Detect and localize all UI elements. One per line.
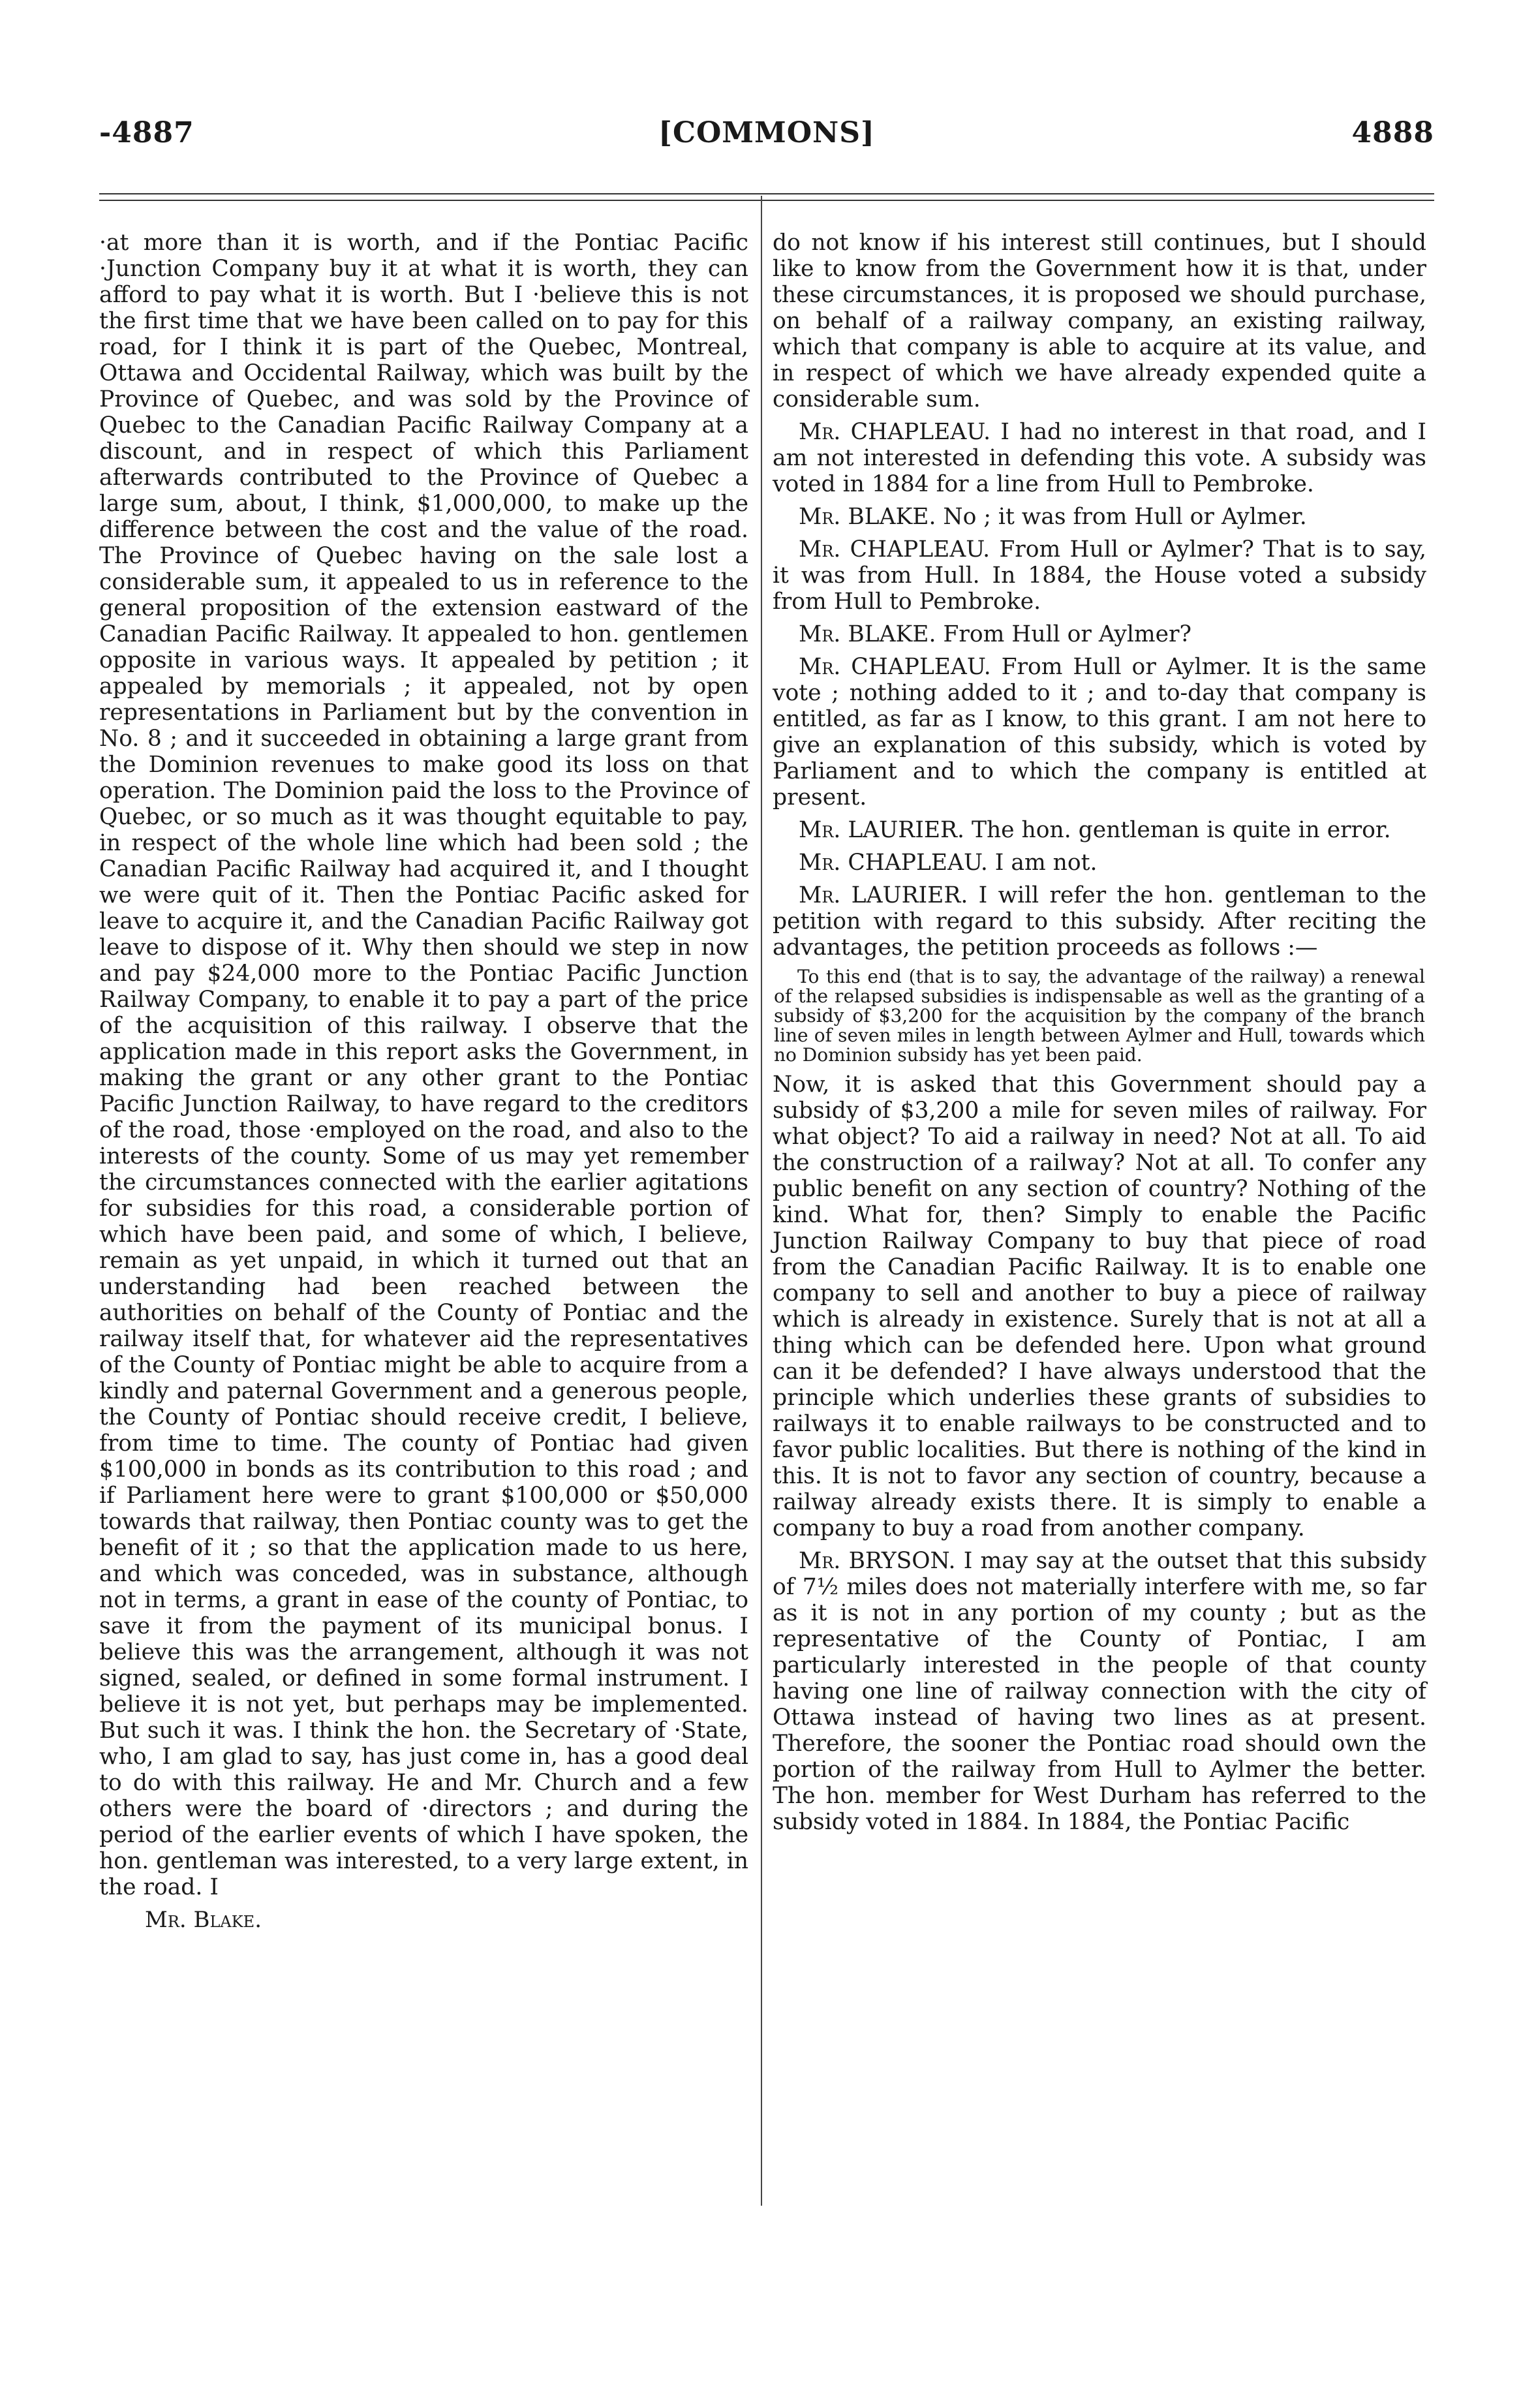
petition-quote bbox=[773, 967, 1426, 1065]
speech-chapleau-3 bbox=[773, 654, 1426, 810]
speech-text: From Hull or Aylmer. It is the same vote ; nothing added to it ; and to-day that company is entitled, as far as I know, to this grant. I am not here to give an explanation of this subsidy, which is voted by Parliament and to which the company is entitled at present. bbox=[773, 654, 1427, 810]
speaker-name: Mr. LAURIER. bbox=[799, 817, 964, 843]
speech-text: I am not. bbox=[994, 850, 1098, 876]
speech-blake-2 bbox=[773, 621, 1426, 647]
header-rule-bottom bbox=[99, 200, 1434, 201]
footer-speaker-signoff: Mr. Blake. bbox=[145, 1907, 262, 1933]
speaker-name: Mr. CHAPLEAU. bbox=[799, 850, 988, 876]
speaker-name: Mr. CHAPLEAU. bbox=[799, 419, 991, 445]
page-header bbox=[99, 116, 1434, 162]
speaker-name: Mr. CHAPLEAU. bbox=[799, 536, 991, 563]
speaker-name: Mr. BLAKE. bbox=[799, 621, 936, 647]
speech-text: No ; it was from Hull or Aylmer. bbox=[943, 504, 1307, 530]
column-divider bbox=[761, 196, 762, 2206]
speaker-name: Mr. LAURIER. bbox=[799, 882, 968, 908]
speech-laurier-1 bbox=[773, 817, 1426, 843]
left-paragraph: ·at more than it is worth, and if the Pontiac Pacific ·Junction Company buy it at what it is worth, they can afford to pay what it is worth. But I ·believe this is not the first time that we have been called on to pay for this road, for I think it is part of the Quebec, Montreal, Ottawa and Occidental Railway, which was built by the Province of Quebec, and was sold by the Province of Quebec to the Canadian Pacific Railway Company at a discount, and in respect of which this Parliament afterwards contributed to the Province of Quebec a large sum, about, I think, $1,000,000, to make up the difference between the cost and the value of the road. The Province of Quebec having on the sale lost a considerable sum, it appealed to us in reference to the general proposition of the extension eastward of the Canadian Pacific Railway. It appealed to hon. gentlemen opposite in various ways. It appealed by petition ; it appealed by memorials ; it appealed, not by open representations in Parliament but by the convention in No. 8 ; and it succeeded in obtaining a large grant from the Dominion revenues to make good its loss on that operation. The Dominion paid the loss to the Province of Quebec, or so much as it was thought equitable to pay, in respect of the whole line which had been sold ; the Canadian Pacific Railway had acquired it, and I thought we were quit of it. Then the Pontiac Pacific asked for leave to acquire it, and the Canadian Pacific Railway got leave to dispose of it. Why then should we step in now and pay $24,000 more to the Pontiac Pacific Junction Railway Company, to enable it to pay a part of the price of the acquisition of this railway. I observe that the application made in this report asks the Government, in making the grant or any other grant to the Pontiac Pacific Junction Railway, to have regard to the creditors of the road, those ·employed on the road, and also to the interests of the county. Some of us may yet remember the circumstances connected with the earlier agitations for subsidies for this road, a considerable portion of which have been paid, and some of which, I believe, remain as yet unpaid, in which it turned out that an understanding had been reached between the authorities on behalf of the County of Pontiac and the railway itself that, for whatever aid the representatives of the County of Pontiac might be able to acquire from a kindly and paternal Government and a generous people, the County of Pontiac should receive credit, I believe, from time to time. The county of Pontiac had given $100,000 in bonds as its contribution to this road ; and if Parliament here were to grant $100,000 or $50,000 towards that railway, then Pontiac county was to get the benefit of it ; so that the application made to us here, and which was conceded, was in substance, although not in terms, a grant in ease of the county of Pontiac, to save it from the payment of its municipal bonus. I believe this was the arrangement, although it was not signed, sealed, or defined in some formal instrument. I believe it is not yet, but perhaps may be implemented. But such it was. I think the hon. the Secretary of ·State, who, I am glad to say, has just come in, has a good deal to do with this railway. He and Mr. Church and a few others were the board of ·directors ; and during the period of the earlier events of which I have spoken, the hon. gentleman was interested, to a very large extent, in the road. I bbox=[99, 230, 748, 1900]
speech-text: I may say at the outset that this subsidy of 7½ miles does not materially interfere with me, so far as it is not in any portion of my county ; but as the representative of the County of Pontiac, I am particularly interested in the people of that county having one line of railway connection with the city of Ottawa instead of having two lines as at present. Therefore, the sooner the Pontiac road should own the portion of the railway from Hull to Aylmer the better. The hon. member for West Durham has referred to the subsidy voted in 1884. In 1884, the Pontiac Pacific bbox=[773, 1548, 1426, 1835]
speech-laurier-2 bbox=[773, 882, 1426, 961]
left-column bbox=[99, 230, 748, 1933]
speech-text: I will refer the hon. gentleman to the petition with regard to this subsidy. After reciting the advantages, the petition proceeds as follows :— bbox=[773, 882, 1426, 961]
speech-text: From Hull or Aylmer? That is to say, it was from Hull. In 1884, the House voted a subsidy from Hull to Pembroke. bbox=[773, 536, 1426, 615]
speech-chapleau-2 bbox=[773, 536, 1426, 615]
page-number-right: 4888 bbox=[1351, 116, 1434, 149]
paragraph-text: do not know if his interest still continues, but I should like to know from the Government how it is that, under these circumstances, it is proposed we should purchase, on behalf of a railway company, an existing railway, which that company is able to acquire at its value, and in respect of which we have already expended quite a considerable sum. bbox=[773, 230, 1426, 412]
speech-text: The hon. gentleman is quite in error. bbox=[971, 817, 1391, 843]
speech-blake-1 bbox=[773, 504, 1426, 530]
speaker-name: Mr. CHAPLEAU. bbox=[799, 654, 991, 680]
page-title: [COMMONS] bbox=[658, 116, 875, 149]
header-rule-top bbox=[99, 193, 1434, 194]
laurier-continuation: Now, it is asked that this Government should pay a subsidy of $3,200 a mile for seven miles of railway. For what object? To aid a railway in need? Not at all. To aid the construction of a railway? Not at all. To confer any public benefit on any section of country? Nothing of the kind. What for, then? Simply to enable the Pacific Junction Railway Company to buy that piece of road from the Canadian Pacific Railway. It is to enable one company to sell and another to buy a piece of railway which is already in existence. Surely that is not at all a thing which can be defended here. Upon what ground can it be defended? I have always understood that the principle which underlies these grants of subsidies to railways it to enable railways to be constructed and to favor public localities. But there is nothing of the kind in this. It is not to favor any section of country, because a railway already exists there. It is simply to enable a company to buy a road from another company. bbox=[773, 1072, 1426, 1541]
page-number-left: -4887 bbox=[99, 116, 194, 149]
speaker-name: Mr. BLAKE. bbox=[799, 504, 936, 530]
speech-chapleau-1 bbox=[773, 419, 1426, 497]
speech-chapleau-4 bbox=[773, 850, 1426, 876]
speech-bryson bbox=[773, 1548, 1426, 1835]
speaker-name: Mr. BRYSON. bbox=[799, 1548, 956, 1574]
quote-text: To this end (that is to say, the advantage of the railway) a renewal of the relapsed subsidies is indispensable as well as the granting of a subsidy of $3,200 for the acquisition by the company of the branch line of seven miles in length between Aylmer and Hull, towards which no Dominion subsidy has yet been paid. bbox=[774, 966, 1425, 1066]
speech-text: I had no interest in that road, and I am not interested in defending this vote. A subsidy was voted in 1884 for a line from Hull to Pembroke. bbox=[773, 419, 1426, 497]
right-paragraph-continued bbox=[773, 230, 1426, 412]
speech-text: From Hull or Aylmer? bbox=[943, 621, 1192, 647]
right-column bbox=[773, 230, 1426, 1842]
